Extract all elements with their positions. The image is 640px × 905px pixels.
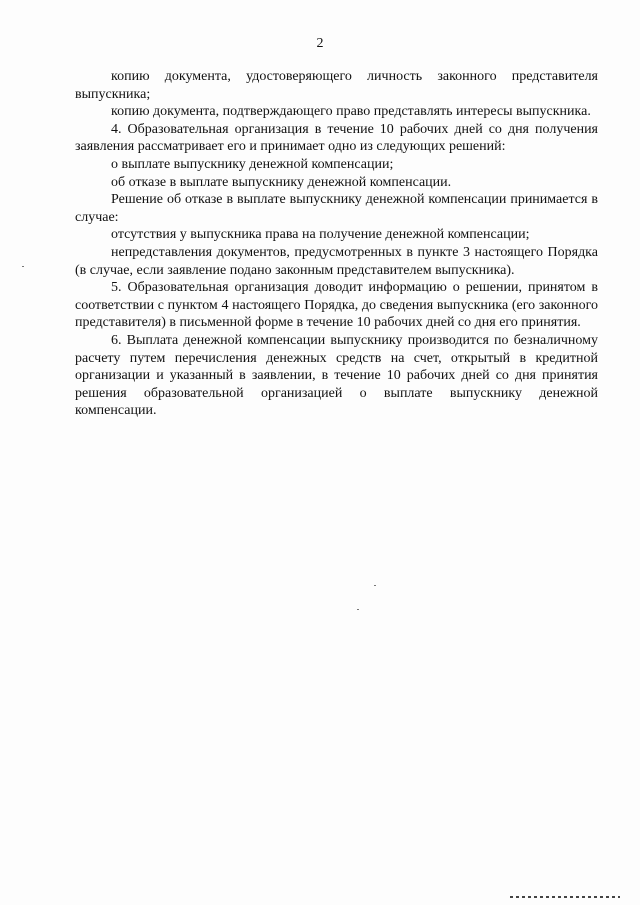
paragraph: 5. Образовательная организация доводит информацию о решении, принятом в соответствии с пунктом 4 настоящего Порядка, до сведения выпускника (его законного представителя) в письменной форме в течение 10 рабочих дней со дня его принятия. <box>75 280 598 331</box>
paragraph: копию документа, подтверждающего право представлять интересы выпускника. <box>111 104 591 120</box>
scan-speck <box>22 266 24 267</box>
document-body <box>75 68 598 420</box>
paragraph: 4. Образовательная организация в течение 10 рабочих дней со дня получения заявления рассматривает его и принимает одно из следующих решений: <box>75 121 598 155</box>
paragraph: копию документа, удостоверяющего личность законного представителя выпускника; <box>75 69 598 102</box>
scan-speck <box>357 609 359 610</box>
scan-edge-mark <box>510 896 620 898</box>
paragraph: об отказе в выплате выпускнику денежной компенсации. <box>111 174 452 190</box>
scan-speck <box>374 585 376 586</box>
paragraph: 6. Выплата денежной компенсации выпускнику производится по безналичному расчету путем перечисления денежных средств на счет, открытый в кредитной организации и указанный в заявлении, в течение 10 рабочих дней со дня принятия решения образовательной организацией о выплате выпускнику денежной компенсации. <box>75 332 598 419</box>
paragraph: непредставления документов, предусмотренных в пункте 3 настоящего Порядка (в случае, если заявление подано законным представителем выпускника). <box>75 244 598 278</box>
page-number: 2 <box>316 36 324 51</box>
paragraph: отсутствия у выпускника права на получение денежной компенсации; <box>111 227 530 243</box>
paragraph: о выплате выпускнику денежной компенсации; <box>111 156 394 172</box>
paragraph: Решение об отказе в выплате выпускнику денежной компенсации принимается в случае: <box>75 192 598 225</box>
